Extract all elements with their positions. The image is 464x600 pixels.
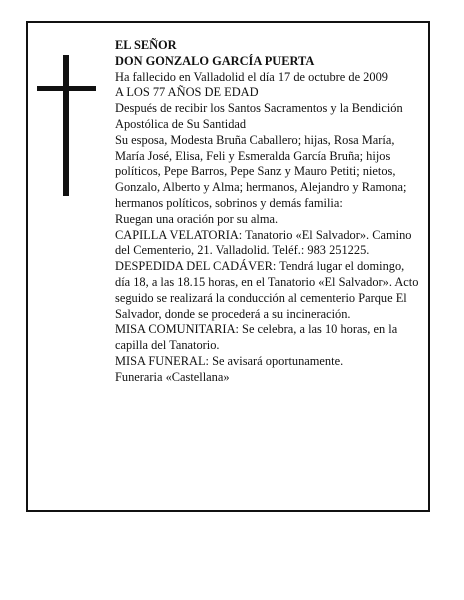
notice-title: EL SEÑOR: [115, 38, 177, 52]
funeral-mass-info: MISA FUNERAL: Se avisará oportunamente.: [115, 353, 344, 368]
family-list: Su esposa, Modesta Bruña Caballero; hijas, Rosa María, María José, Elisa, Feli y Esmeralda García Bruña; hijos políticos, Pepe Barros, Pepe Sanz y Mauro Petiti; nietos, Gonzalo, Alberto y Alma; hermanos, Alejandro y Ramona; hermanos políticos, sobrinos y demás familia:: [115, 132, 407, 210]
farewell-info: DESPEDIDA DEL CADÁVER: Tendrá lugar el domingo, día 18, a las 18.15 horas, en el Tanatorio «El Salvador». Acto seguido se realizará la conducción al cementerio Parque El Salvador, donde se procederá a su incineración.: [115, 259, 419, 321]
chapel-info: CAPILLA VELATORIA: Tanatorio «El Salvador». Camino del Cementerio, 21. Valladolid. Teléf.: 983 251225.: [115, 227, 412, 258]
funeral-home: Funeraria «Castellana»: [115, 369, 230, 384]
cross-horizontal-bar: [37, 86, 96, 91]
death-statement: Ha fallecido en Valladolid el día 17 de octubre de 2009: [115, 69, 388, 84]
obituary-text: [115, 38, 420, 386]
cross-vertical-bar: [63, 55, 69, 196]
sacraments-statement: Después de recibir los Santos Sacramentos y la Bendición Apostólica de Su Santidad: [115, 101, 403, 131]
community-mass-info: MISA COMUNITARIA: Se celebra, a las 10 horas, en la capilla del Tanatorio.: [115, 322, 398, 353]
deceased-name: DON GONZALO GARCÍA PUERTA: [115, 53, 315, 68]
prayer-request: Ruegan una oración por su alma.: [115, 211, 279, 226]
age-statement: A LOS 77 AÑOS DE EDAD: [115, 85, 259, 100]
